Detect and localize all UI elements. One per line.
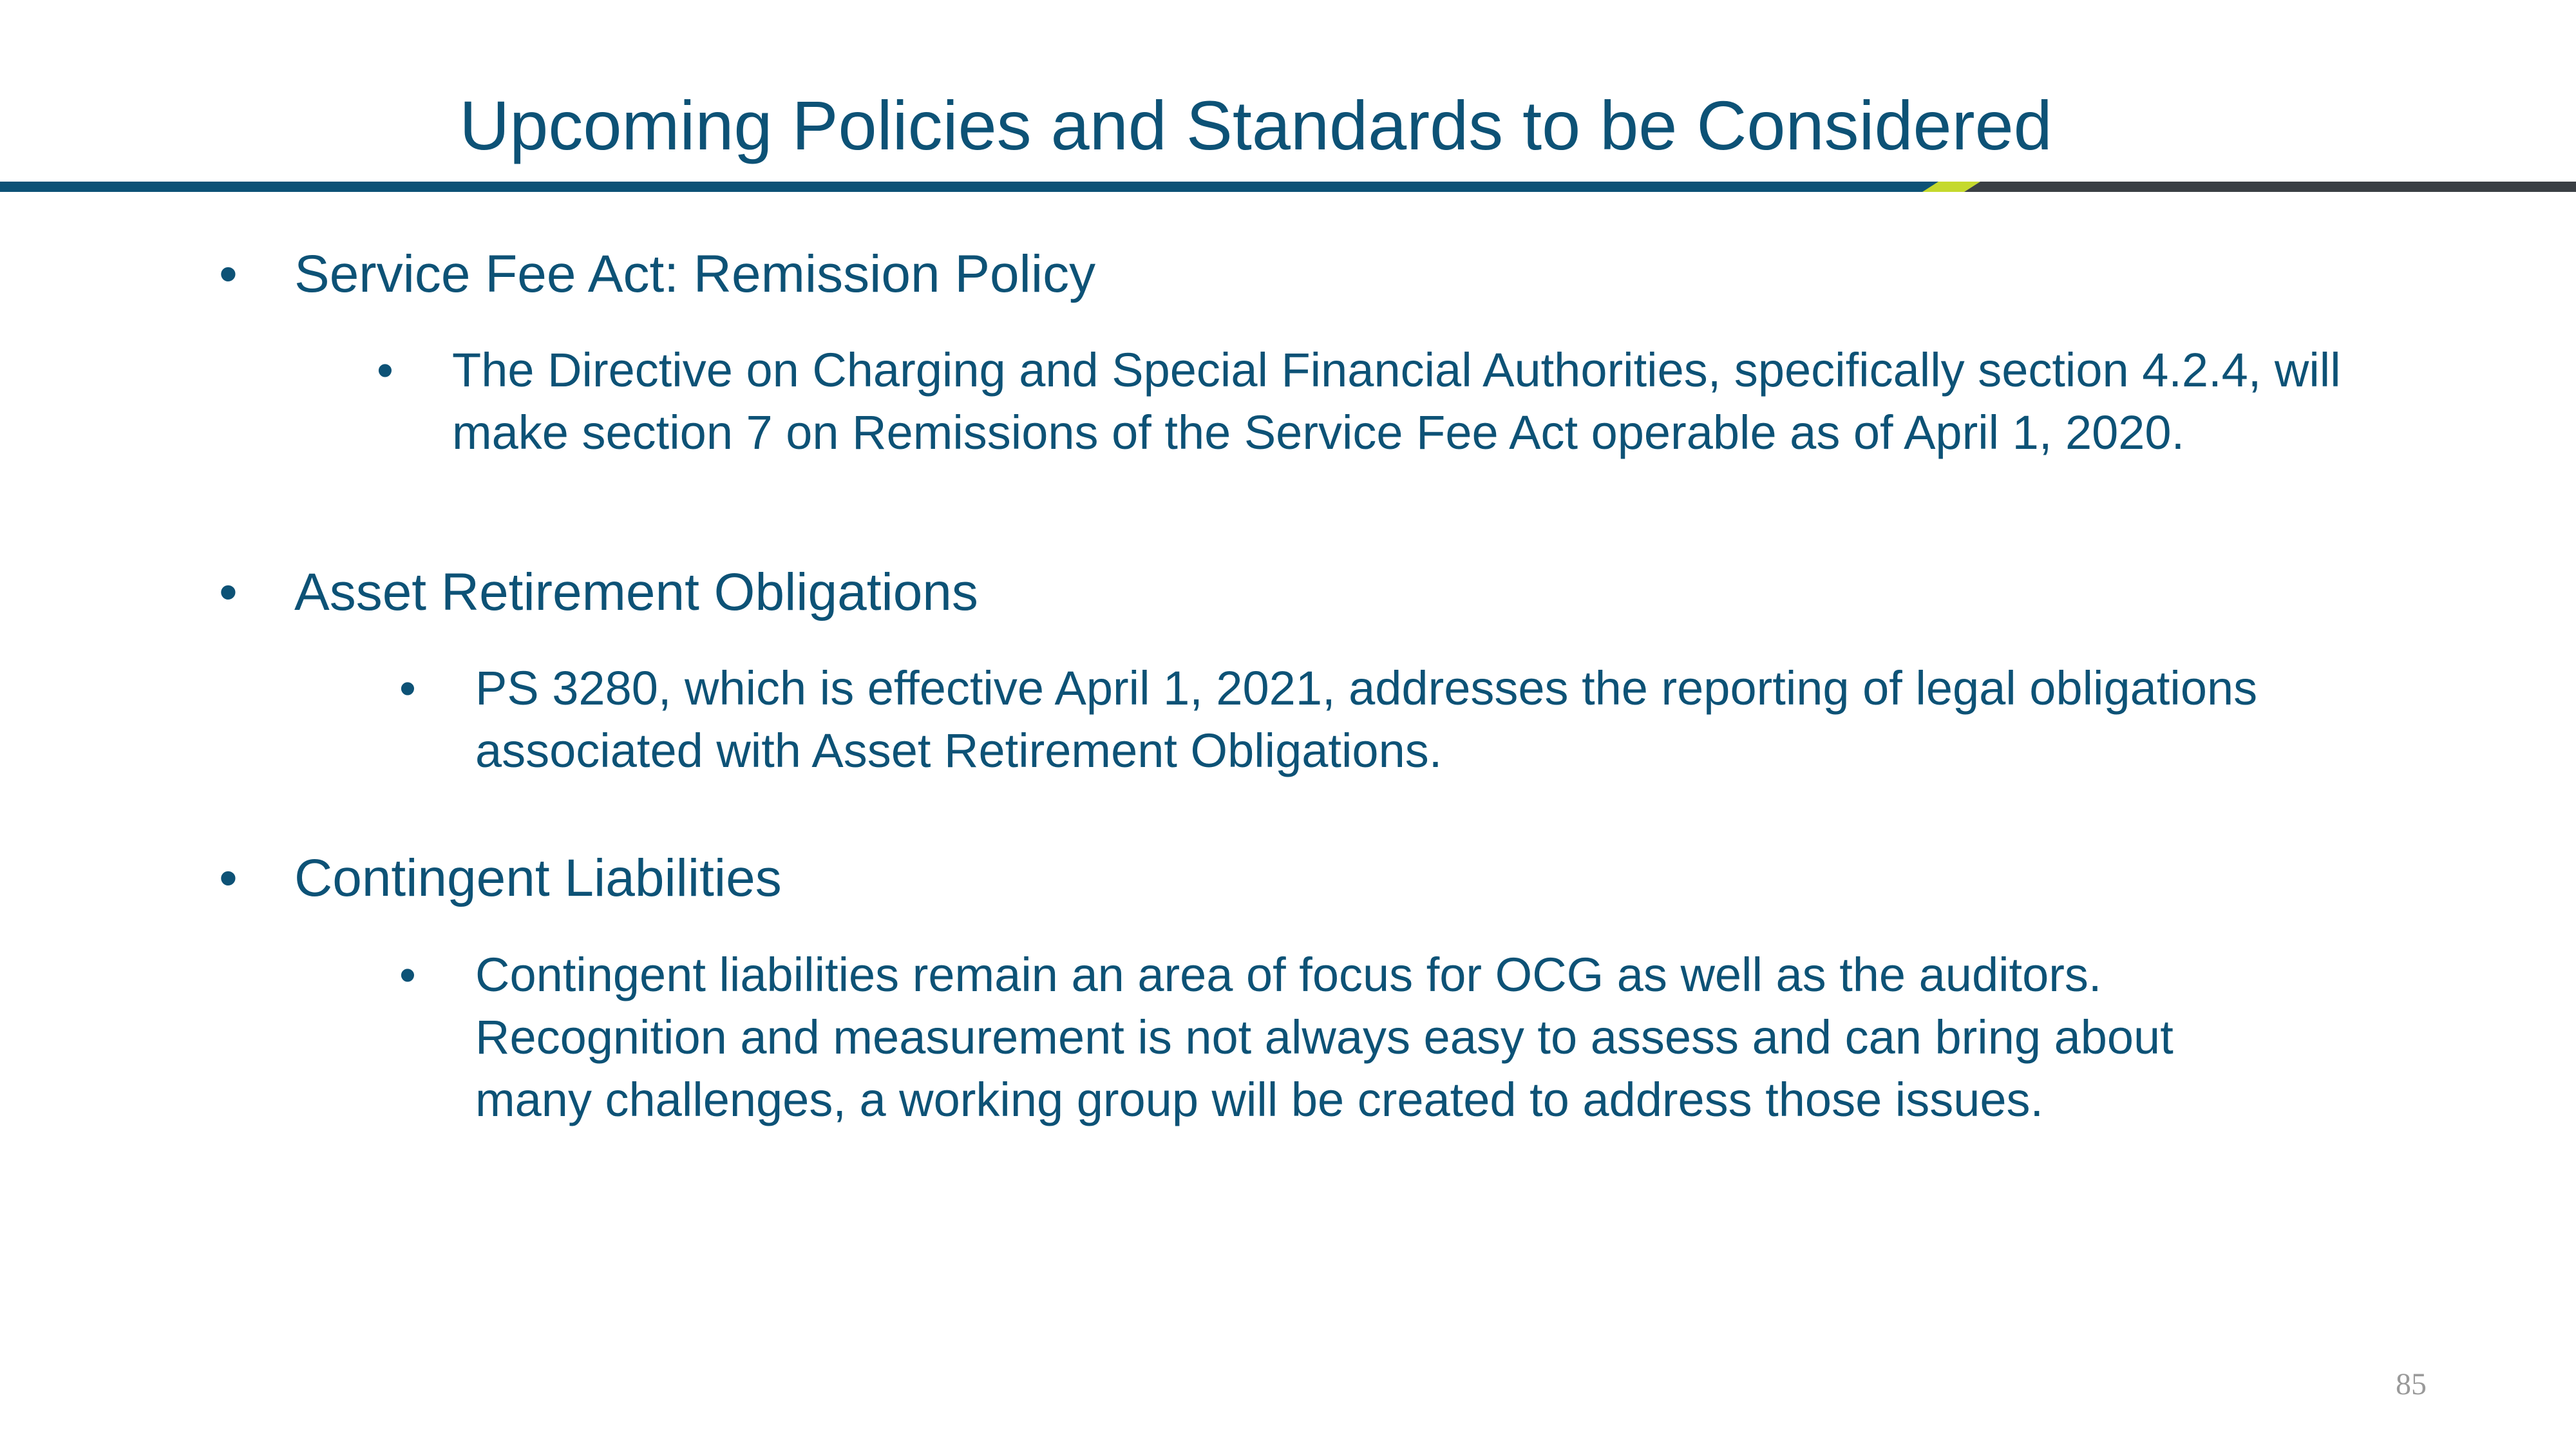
header-divider-secondary xyxy=(1964,182,2576,192)
sub-bullet-text: PS 3280, which is effective April 1, 2021, addresses the reporting of legal obligations associated with Asset Retirement Obligations. xyxy=(475,661,2258,777)
header-divider xyxy=(0,182,2576,192)
bullet-marker: • xyxy=(219,563,238,621)
bullet-service-fee-act xyxy=(219,242,1095,307)
slide-title: Upcoming Policies and Standards to be Considered xyxy=(459,86,2052,164)
sub-bullet-contingent-liabilities xyxy=(399,943,2299,1131)
sub-bullet-marker: • xyxy=(377,343,393,397)
page-number: 85 xyxy=(2396,1367,2427,1401)
bullet-asset-retirement xyxy=(219,560,978,625)
bullet-heading: Service Fee Act: Remission Policy xyxy=(294,245,1096,303)
bullet-marker: • xyxy=(219,849,238,907)
bullet-heading: Contingent Liabilities xyxy=(294,849,782,907)
sub-bullet-asset-retirement xyxy=(399,657,2299,782)
sub-bullet-text: The Directive on Charging and Special Financial Authorities, specifically section 4.2.4, will make section 7 on Remissions of the Service Fee Act operable as of April 1, 2020. xyxy=(452,343,2341,459)
bullet-heading: Asset Retirement Obligations xyxy=(294,563,978,621)
header-divider-primary xyxy=(0,182,1938,192)
sub-bullet-service-fee-act xyxy=(377,339,2373,464)
bullet-contingent-liabilities xyxy=(219,846,782,911)
bullet-marker: • xyxy=(219,245,238,303)
sub-bullet-marker: • xyxy=(399,948,416,1001)
sub-bullet-text: Contingent liabilities remain an area of focus for OCG as well as the auditors. Recognition and measurement is not always easy to assess and can bring about many challenges, a working group will be created to address those issues. xyxy=(475,948,2174,1126)
sub-bullet-marker: • xyxy=(399,661,416,715)
